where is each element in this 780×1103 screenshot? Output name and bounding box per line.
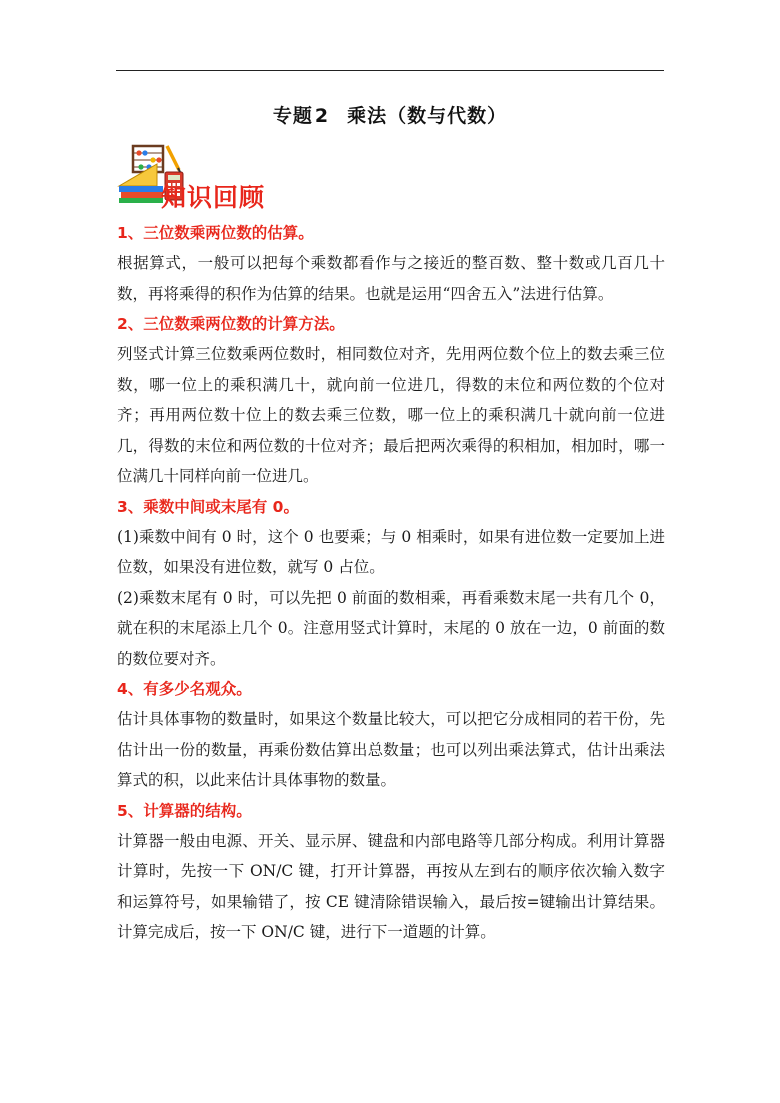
title-number: 2 (314, 105, 330, 127)
section (117, 796, 665, 948)
section-paragraph: 计算器一般由电源、开关、显示屏、键盘和内部电路等几部分构成。利用计算器计算时，先按一下 ON/C 键，打开计算器，再按从左到右的顺序依次输入数字和运算符号，如果输错了，按 CE 键清除错误输入，最后按=键输出计算结果。计算完成后，按一下 ON/C 键，进行下一道题的计算。 (117, 831, 665, 941)
section-title: 2、三位数乘两位数的计算方法。 (117, 315, 345, 333)
section (117, 218, 665, 309)
title-prefix: 专题 (272, 105, 313, 127)
title-main: 乘法（数与代数） (347, 105, 508, 127)
section-paragraph: 估计具体事物的数量时，如果这个数量比较大，可以把它分成相同的若干份，先估计出一份的数量，再乘份数估算出总数量；也可以列出乘法算式，估计出乘法算式的积，以此来估计具体事物的数量。 (117, 710, 665, 789)
section-title: 5、计算器的结构。 (117, 801, 252, 820)
section-paragraph: 列竖式计算三位数乘两位数时，相同数位对齐，先用两位数个位上的数去乘三位数，哪一位上的乘积满几十，就向前一位进几，得数的末位和两位数的个位对齐；再用两位数十位上的数去乘三位数，哪一位上的乘积满几十就向前一位进几，得数的末位和两位数的十位对齐；最后把两次乘得的积相加，相加时，哪一位满几十同样向前一位进几。 (117, 345, 665, 485)
section-title: 1、三位数乘两位数的估算。 (117, 224, 314, 242)
section-paragraph: (2)乘数末尾有 0 时，可以先把 0 前面的数相乘，再看乘数末尾一共有几个 0，就在积的末尾添上几个 0。注意用竖式计算时，末尾的 0 放在一边，0 前面的数的数位要对齐。 (117, 588, 665, 668)
section (117, 492, 665, 675)
knowledge-review-label: 知识回顾 (161, 183, 266, 212)
knowledge-review-banner (117, 142, 417, 210)
page-title (0, 101, 780, 128)
section-title: 4、有多少名观众。 (117, 680, 252, 698)
content-area (117, 218, 665, 948)
section-paragraph: (1)乘数中间有 0 时，这个 0 也要乘；与 0 相乘时，如果有进位数一定要加上进位数，如果没有进位数，就写 0 占位。 (117, 527, 665, 576)
section-paragraph: 根据算式，一般可以把每个乘数都看作与之接近的整百数、整十数或几百几十数，再将乘得的积作为估算的结果。也就是运用“四舍五入”法进行估算。 (117, 254, 665, 303)
section (117, 309, 665, 492)
section (117, 674, 665, 796)
section-title: 3、乘数中间或末尾有 0。 (117, 497, 299, 516)
header-rule (116, 70, 664, 71)
